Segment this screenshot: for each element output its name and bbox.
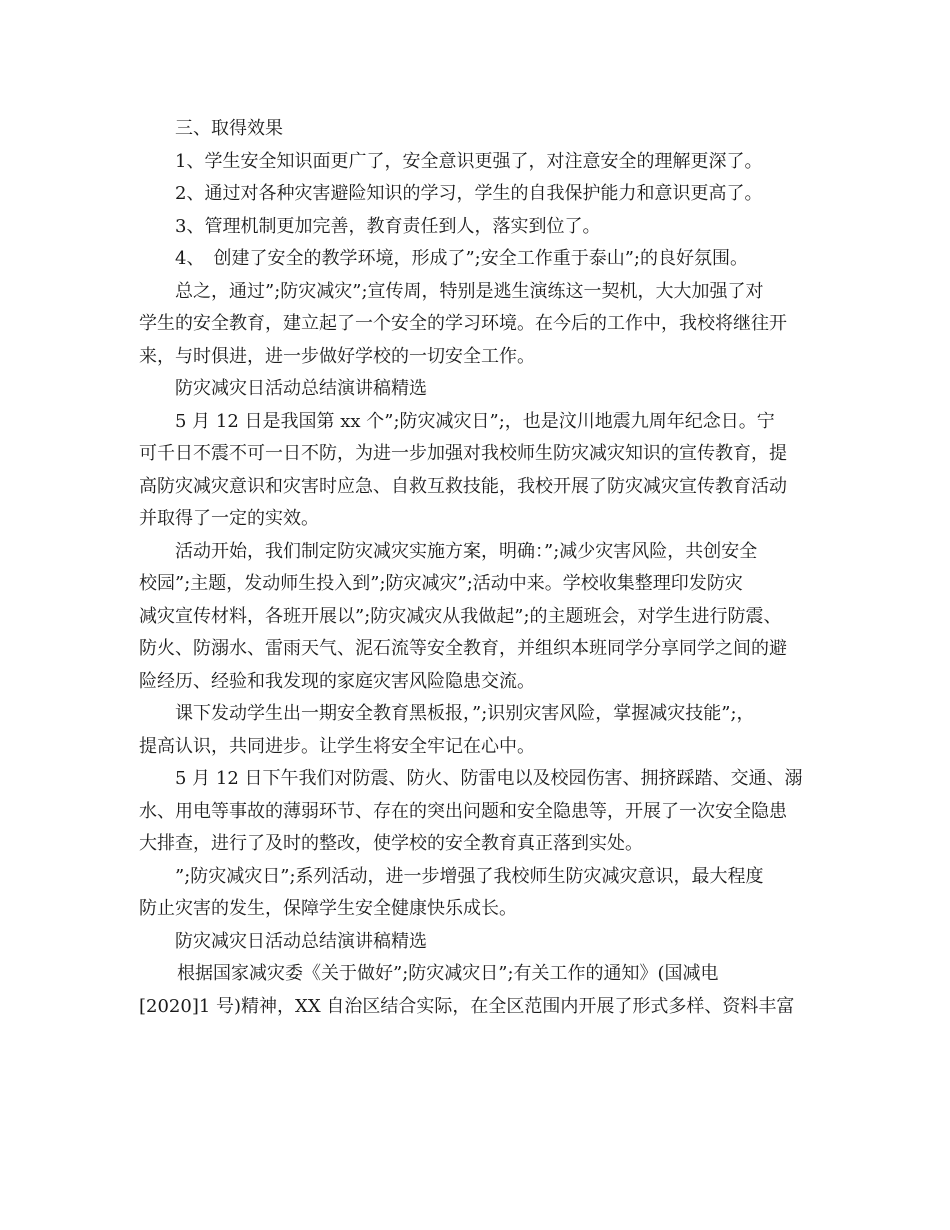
paragraph-line: ”;防灾减灾日”;系列活动，进一步增强了我校师生防灾减灾意识，最大程度 bbox=[175, 865, 764, 887]
result-item-1: 1、学生安全知识面更广了，安全意识更强了，对注意安全的理解更深了。 bbox=[175, 150, 763, 172]
result-item-2: 2、通过对各种灾害避险知识的学习，学生的自我保护能力和意识更高了。 bbox=[175, 183, 763, 204]
paragraph-line: 防止灾害的发生，保障学生安全健康快乐成长。 bbox=[139, 898, 517, 919]
paragraph-line: 大排查，进行了及时的整改，使学校的安全教育真正落到实处。 bbox=[139, 833, 643, 854]
article-title: 防灾减灾日活动总结演讲稿精选 bbox=[175, 930, 427, 952]
paragraph-line: 并取得了一定的实效。 bbox=[139, 508, 319, 529]
paragraph-line: 提高认识，共同进步。让学生将安全牢记在心中。 bbox=[139, 735, 535, 757]
paragraph-line: 学生的安全教育，建立起了一个安全的学习环境。在今后的工作中，我校将继往开 bbox=[139, 313, 787, 334]
paragraph-line: 险经历、经验和我发现的家庭灾害风险隐患交流。 bbox=[139, 670, 535, 692]
section-heading: 三、取得效果 bbox=[175, 118, 283, 139]
paragraph-line: 高防灾减灾意识和灾害时应急、自救互救技能，我校开展了防灾减灾宣传教育活动 bbox=[139, 475, 787, 497]
paragraph-line: [2020]1 号)精神，XX 自治区结合实际，在全区范围内开展了形式多样、资料丰富 bbox=[139, 995, 795, 1017]
result-item-4: 4、 创建了安全的教学环境，形成了”;安全工作重于泰山”;的良好氛围。 bbox=[175, 248, 748, 269]
paragraph-line: 校园”;主题，发动师生投入到”;防灾减灾”;活动中来。学校收集整理印发防灾 bbox=[139, 573, 743, 594]
paragraph-line: 总之，通过”;防灾减灾”;宣传周，特别是逃生演练这一契机，大大加强了对 bbox=[175, 280, 764, 302]
paragraph-line: 减灾宣传材料，各班开展以”;防灾减灾从我做起”;的主题班会，对学生进行防震、 bbox=[139, 605, 782, 627]
article-title: 防灾减灾日活动总结演讲稿精选 bbox=[175, 378, 427, 399]
paragraph-line: 可千日不震不可一日不防，为进一步加强对我校师生防灾减灾知识的宣传教育，提 bbox=[139, 443, 787, 464]
paragraph-line: 课下发动学生出一期安全教育黑板报，”;识别灾害风险，掌握减灾技能”;， bbox=[175, 703, 755, 724]
paragraph-line: 来，与时俱进，进一步做好学校的一切安全工作。 bbox=[139, 345, 535, 367]
paragraph-line: 防火、防溺水、雷雨天气、泥石流等安全教育，并组织本班同学分享同学之间的避 bbox=[139, 638, 787, 659]
paragraph-line: 活动开始，我们制定防灾减灾实施方案，明确：”;减少灾害风险，共创安全 bbox=[175, 540, 758, 562]
result-item-3: 3、管理机制更加完善，教育责任到人，落实到位了。 bbox=[175, 215, 601, 237]
paragraph-line: 根据国家减灾委《关于做好”;防灾减灾日”;有关工作的通知》(国减电 bbox=[177, 963, 719, 984]
paragraph-line: 水、用电等事故的薄弱环节、存在的突出问题和安全隐患等，开展了一次安全隐患 bbox=[139, 800, 787, 822]
paragraph-line: 5 月 12 日是我国第 xx 个”;防灾减灾日”;，也是汶川地震九周年纪念日。宁 bbox=[175, 410, 775, 432]
document-body bbox=[139, 113, 829, 1023]
paragraph-line: 5 月 12 日下午我们对防震、防火、防雷电以及校园伤害、拥挤踩踏、交通、溺 bbox=[175, 768, 803, 789]
